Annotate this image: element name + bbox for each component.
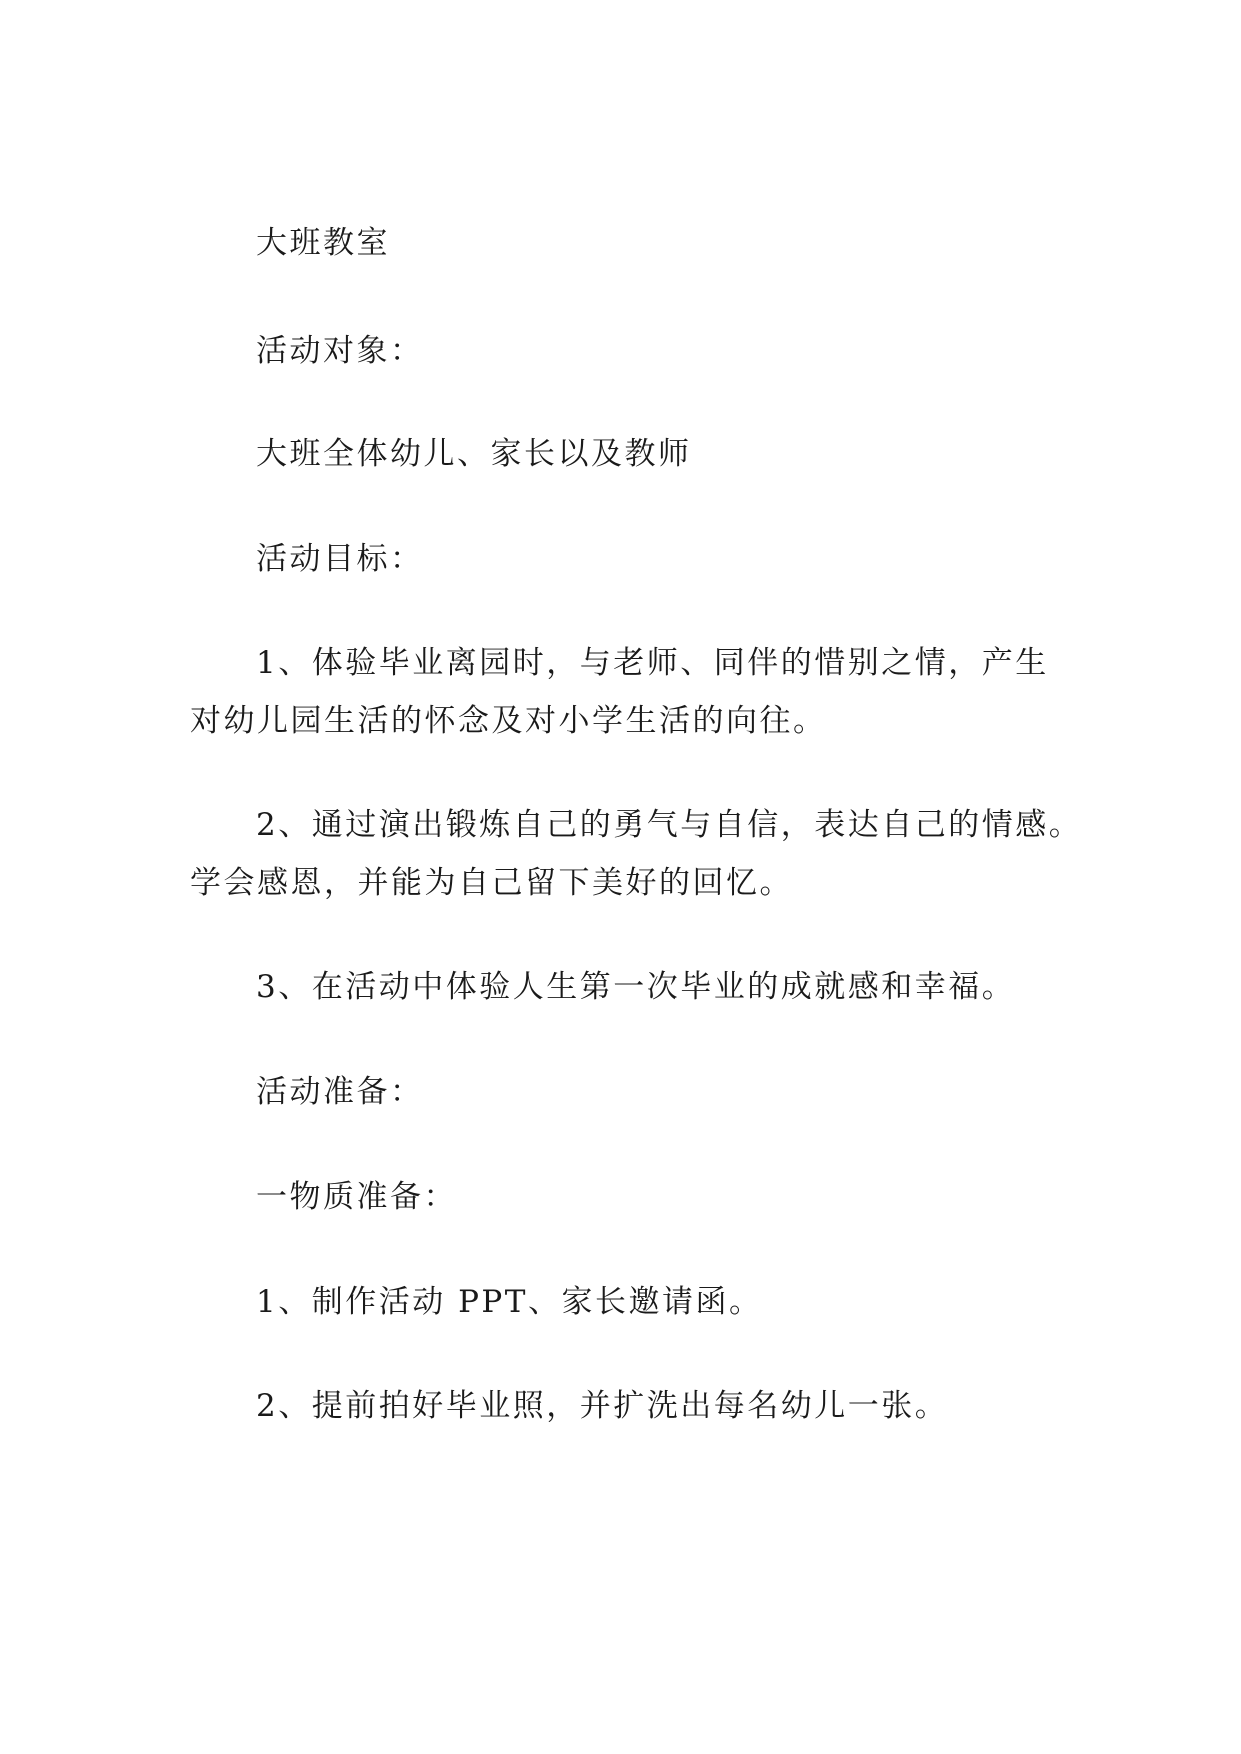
paragraph-line: 学会感恩，并能为自己留下美好的回忆。 xyxy=(190,865,793,901)
paragraph-participants xyxy=(190,425,1090,483)
paragraph-material-1 xyxy=(190,1273,1090,1331)
paragraph-line: 大班教室 xyxy=(256,225,390,261)
paragraph-line: 活动准备： xyxy=(256,1074,424,1110)
paragraph-line: 2、提前拍好毕业照，并扩洗出每名幼儿一张。 xyxy=(256,1388,949,1424)
paragraph-line: 活动目标： xyxy=(256,541,424,577)
paragraph-heading-participants xyxy=(190,322,1090,380)
paragraph-heading-goals xyxy=(190,530,1090,588)
paragraph-line: 1、体验毕业离园时，与老师、同伴的惜别之情，产生 xyxy=(256,645,1049,681)
paragraph-line: 活动对象： xyxy=(256,333,424,369)
paragraph-location xyxy=(190,214,1090,272)
paragraph-material-2 xyxy=(190,1377,1090,1435)
paragraph-goal-1 xyxy=(190,634,1090,750)
paragraph-heading-preparation xyxy=(190,1063,1090,1121)
paragraph-line: 一物质准备： xyxy=(256,1179,457,1215)
paragraph-heading-materials xyxy=(190,1168,1090,1226)
paragraph-goal-2 xyxy=(190,796,1090,912)
paragraph-line: 2、通过演出锻炼自己的勇气与自信，表达自己的情感。 xyxy=(256,807,1083,843)
paragraph-line: 1、制作活动 PPT、家长邀请函。 xyxy=(256,1284,763,1320)
paragraph-line: 3、在活动中体验人生第一次毕业的成就感和幸福。 xyxy=(256,969,1016,1005)
paragraph-line: 对幼儿园生活的怀念及对小学生活的向往。 xyxy=(190,703,827,739)
paragraph-goal-3 xyxy=(190,958,1090,1016)
paragraph-line: 大班全体幼儿、家长以及教师 xyxy=(256,436,692,472)
